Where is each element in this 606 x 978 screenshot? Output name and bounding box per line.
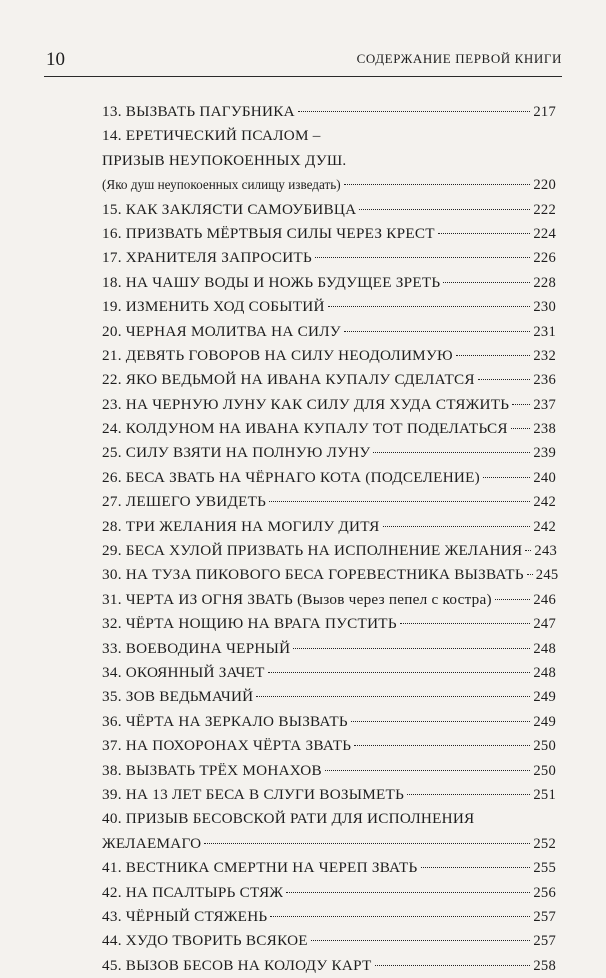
toc-entry — [102, 466, 556, 490]
dot-leader — [383, 526, 531, 527]
toc-entry-title: 38. ВЫЗВАТЬ ТРЁХ МОНАХОВ — [102, 761, 322, 779]
running-head-title: СОДЕРЖАНИЕ ПЕРВОЙ КНИГИ — [356, 51, 562, 66]
toc-entry-page: 228 — [533, 274, 556, 291]
page-number: 10 — [46, 49, 65, 70]
toc-entry-page: 240 — [533, 469, 556, 486]
toc-entry-title: 20. ЧЕРНАЯ МОЛИТВА НА СИЛУ — [102, 322, 341, 340]
toc-entry-title: 39. НА 13 ЛЕТ БЕСА В СЛУГИ ВОЗЫМЕТЬ — [102, 785, 405, 803]
toc-entry-page: 238 — [533, 421, 556, 438]
toc-entry-page: 247 — [533, 616, 556, 633]
toc-entry-title: 23. НА ЧЕРНУЮ ЛУНУ КАК СИЛУ ДЛЯ ХУДА СТЯЖИТЬ — [102, 395, 510, 413]
toc-entry-title: 25. СИЛУ ВЗЯТИ НА ПОЛНУЮ ЛУНУ — [102, 444, 371, 462]
toc-entry-page: 251 — [533, 786, 556, 803]
toc-entry-title: 16. ПРИЗВАТЬ МЁРТВЫЯ СИЛЫ ЧЕРЕЗ КРЕСТ — [102, 224, 435, 242]
dot-leader — [293, 648, 530, 649]
dot-leader — [351, 721, 530, 722]
dot-leader — [483, 477, 530, 478]
toc-entry-title: 24. КОЛДУНОМ НА ИВАНА КУПАЛУ ТОТ ПОДЕЛАТЬСЯ — [102, 420, 508, 438]
toc-entry-page: 226 — [533, 250, 556, 267]
toc-entry — [102, 344, 556, 368]
toc-entry-page: 220 — [533, 177, 556, 194]
toc-entry-title: 45. ВЫЗОВ БЕСОВ НА КОЛОДУ КАРТ — [102, 956, 372, 974]
toc-entry-title: 19. ИЗМЕНИТЬ ХОД СОБЫТИЙ — [102, 298, 325, 316]
dot-leader — [344, 184, 531, 185]
toc-entry-page: 256 — [533, 884, 556, 901]
toc-entry — [102, 905, 556, 929]
dot-leader — [443, 282, 530, 283]
dot-leader — [269, 501, 530, 502]
toc-entry — [102, 173, 556, 197]
toc-entry-title: 29. БЕСА ХУЛОЙ ПРИЗВАТЬ НА ИСПОЛНЕНИЕ ЖЕЛАНИЯ — [102, 542, 523, 560]
toc-entry-page: 250 — [533, 738, 556, 755]
dot-leader — [407, 794, 530, 795]
toc-entry-title: 31. ЧЕРТА ИЗ ОГНЯ ЗВАТЬ (Вызов через пепел с костра) — [102, 590, 492, 608]
toc-entry-page: 246 — [533, 591, 556, 608]
toc-entry — [102, 954, 556, 978]
toc-entry-page: 236 — [533, 372, 556, 389]
toc-entry — [102, 734, 556, 758]
dot-leader — [400, 623, 531, 624]
toc-entry-page: 230 — [533, 299, 556, 316]
toc-entry-title: (Яко душ неупокоенных силищу изведать) — [102, 177, 341, 193]
toc-entry-page: 245 — [535, 567, 559, 584]
toc-entry-title: 27. ЛЕШЕГО УВИДЕТЬ — [102, 493, 267, 511]
toc-entry-page: 224 — [533, 225, 556, 242]
dot-leader — [511, 428, 531, 429]
dot-leader — [512, 404, 530, 405]
toc-entry-page: 257 — [533, 933, 556, 950]
toc-entry-title: 30. НА ТУЗА ПИКОВОГО БЕСА ГОРЕВЕСТНИКА ВЫЗВАТЬ — [102, 566, 524, 584]
dot-leader — [204, 843, 530, 844]
toc-entry-title: 36. ЧЁРТА НА ЗЕРКАЛО ВЫЗВАТЬ — [102, 712, 348, 730]
toc-entry — [102, 929, 556, 953]
toc-entry-page: 250 — [533, 762, 556, 779]
toc-entry — [102, 563, 559, 587]
dot-leader — [359, 209, 530, 210]
toc-entry-title: 35. ЗОВ ВЕДЬМАЧИЙ — [102, 688, 254, 706]
dot-leader — [311, 940, 531, 941]
dot-leader — [527, 574, 533, 575]
toc-entry-title: 14. ЕРЕТИЧЕСКИЙ ПСАЛОМ – — [102, 127, 321, 145]
toc-entry — [102, 149, 556, 173]
toc-entry — [102, 295, 556, 319]
toc-entry-title: 43. ЧЁРНЫЙ СТЯЖЕНЬ — [102, 907, 268, 925]
toc-entry-title: 33. ВОЕВОДИНА ЧЕРНЫЙ — [102, 639, 291, 657]
toc-entry — [102, 832, 556, 856]
toc-entry-page: 257 — [533, 908, 556, 925]
toc-entry — [102, 539, 556, 563]
dot-leader — [344, 331, 531, 332]
dot-leader — [421, 867, 531, 868]
toc-entry — [102, 588, 556, 612]
toc-entry-page: 249 — [533, 713, 556, 730]
toc-entry-title: 26. БЕСА ЗВАТЬ НА ЧЁРНАГО КОТА (ПОДСЕЛЕНИЕ) — [102, 468, 480, 486]
toc-entry — [102, 807, 556, 831]
dot-leader — [373, 452, 530, 453]
toc-entry-title: 18. НА ЧАШУ ВОДЫ И НОЖЬ БУДУЩЕЕ ЗРЕТЬ — [102, 273, 441, 291]
toc-entry-title: ПРИЗЫВ НЕУПОКОЕННЫХ ДУШ. — [102, 151, 347, 169]
dot-leader — [325, 770, 531, 771]
toc-entry — [102, 368, 556, 392]
toc-entry — [102, 637, 556, 661]
toc-entry — [102, 661, 556, 685]
toc-entry-title: 13. ВЫЗВАТЬ ПАГУБНИКА — [102, 103, 295, 120]
toc-entry-title: 40. ПРИЗЫВ БЕСОВСКОЙ РАТИ ДЛЯ ИСПОЛНЕНИЯ — [102, 810, 475, 828]
toc-entry-title: 41. ВЕСТНИКА СМЕРТНИ НА ЧЕРЕП ЗВАТЬ — [102, 859, 418, 877]
toc-entry-page: 242 — [533, 494, 556, 511]
dot-leader — [438, 233, 531, 234]
dot-leader — [525, 550, 531, 551]
toc-entry — [102, 393, 556, 417]
toc-entry — [102, 441, 556, 465]
toc-entry-page: 249 — [533, 689, 556, 706]
toc-entry-title: 21. ДЕВЯТЬ ГОВОРОВ НА СИЛУ НЕОДОЛИМУЮ — [102, 346, 453, 364]
table-of-contents — [102, 100, 559, 978]
toc-entry — [102, 124, 556, 148]
toc-entry-title: 28. ТРИ ЖЕЛАНИЯ НА МОГИЛУ ДИТЯ — [102, 517, 380, 535]
toc-entry — [102, 612, 556, 636]
dot-leader — [270, 916, 530, 917]
toc-entry — [102, 246, 556, 270]
toc-entry — [102, 759, 556, 783]
dot-leader — [286, 892, 530, 893]
toc-entry — [102, 271, 556, 295]
toc-entry-page: 232 — [533, 347, 556, 364]
toc-entry — [102, 685, 556, 709]
toc-entry-page: 255 — [533, 860, 556, 877]
toc-entry — [102, 100, 556, 124]
toc-entry-page: 239 — [533, 445, 556, 462]
header-rule — [44, 76, 562, 77]
toc-entry — [102, 320, 556, 344]
dot-leader — [375, 965, 531, 966]
toc-entry-page: 248 — [533, 640, 556, 657]
toc-entry — [102, 222, 556, 246]
toc-entry — [102, 856, 556, 880]
toc-entry-page: 222 — [533, 201, 556, 218]
toc-entry — [102, 881, 556, 905]
toc-entry-page: 243 — [534, 543, 558, 560]
toc-entry-page: 217 — [533, 104, 556, 120]
toc-entry-title: 32. ЧЁРТА НОЩИЮ НА ВРАГА ПУСТИТЬ — [102, 615, 397, 633]
dot-leader — [456, 355, 531, 356]
dot-leader — [298, 111, 531, 112]
dot-leader — [268, 672, 531, 673]
dot-leader — [478, 379, 531, 380]
toc-entry-page: 258 — [533, 957, 556, 974]
toc-entry — [102, 490, 556, 514]
toc-entry-title: ЖЕЛАЕМАГО — [102, 834, 202, 852]
dot-leader — [328, 306, 531, 307]
toc-entry-page: 252 — [533, 835, 556, 852]
toc-entry-page: 231 — [533, 323, 556, 340]
toc-entry — [102, 710, 556, 734]
toc-entry-title: 17. ХРАНИТЕЛЯ ЗАПРОСИТЬ — [102, 249, 312, 267]
dot-leader — [256, 696, 530, 697]
toc-entry-title: 22. ЯКО ВЕДЬМОЙ НА ИВАНА КУПАЛУ СДЕЛАТСЯ — [102, 371, 475, 389]
toc-entry-page: 242 — [533, 518, 556, 535]
toc-entry-page: 248 — [533, 664, 556, 681]
dot-leader — [495, 599, 531, 600]
toc-entry — [102, 198, 556, 222]
toc-entry-title: 37. НА ПОХОРОНАХ ЧЁРТА ЗВАТЬ — [102, 737, 352, 755]
toc-entry-title: 34. ОКОЯННЫЙ ЗАЧЕТ — [102, 663, 265, 681]
toc-entry — [102, 783, 556, 807]
dot-leader — [315, 257, 530, 258]
toc-entry — [102, 417, 556, 441]
toc-entry-title: 44. ХУДО ТВОРИТЬ ВСЯКОЕ — [102, 932, 308, 950]
dot-leader — [354, 745, 530, 746]
toc-entry-title: 15. КАК ЗАКЛЯСТИ САМОУБИВЦА — [102, 200, 357, 218]
toc-entry — [102, 515, 556, 539]
toc-entry-page: 237 — [533, 396, 556, 413]
toc-entry-title: 42. НА ПСАЛТЫРЬ СТЯЖ — [102, 883, 284, 901]
